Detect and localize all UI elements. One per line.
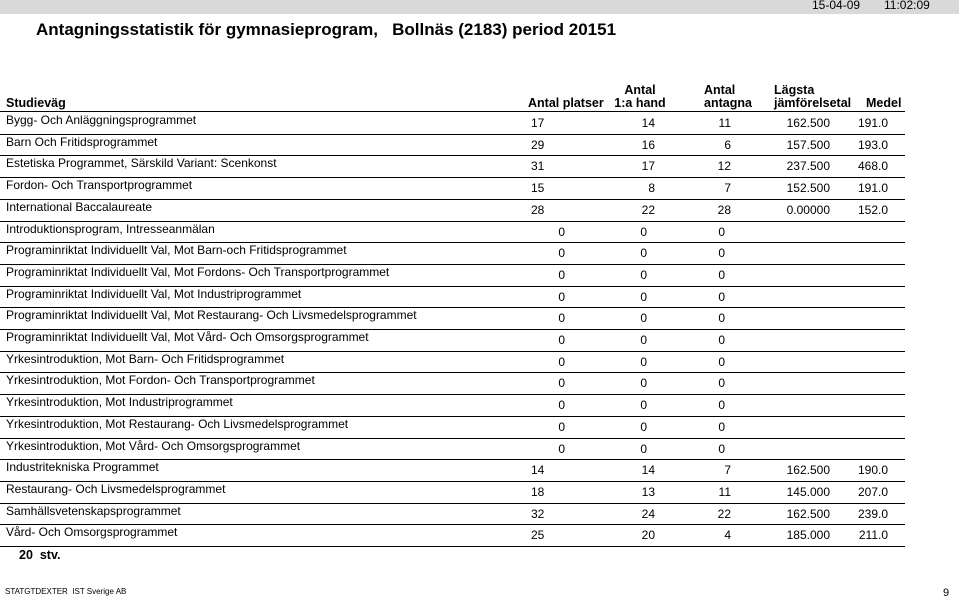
cell-antagna: 0 [640, 311, 647, 326]
cell-platser: 28 [531, 202, 545, 217]
cell-forsta: 14 [641, 463, 655, 478]
cell-medel: 152.0 [857, 202, 888, 217]
cell-forsta: 8 [648, 181, 655, 196]
col-header-forsta-line2: 1:a hand [614, 96, 666, 110]
cell-antagna: 12 [717, 159, 731, 174]
cell-lagsta: 162.500 [786, 506, 830, 521]
cell-antagna: 7 [724, 463, 731, 478]
cell-program: Programinriktat Individuellt Val, Mot Barn-och Fritidsprogrammet [6, 243, 347, 258]
cell-medel: 190.0 [857, 463, 888, 478]
cell-antagna: 0 [640, 398, 647, 413]
cell-lagsta: 237.500 [786, 159, 830, 174]
top-bar [0, 0, 959, 14]
cell-program: Programinriktat Individuellt Val, Mot Restaurang- Och Livsmedelsprogrammet [6, 308, 417, 323]
table-row [0, 178, 959, 200]
table-row [0, 156, 959, 178]
table-row [0, 330, 959, 352]
cell-forsta: 0 [558, 311, 565, 326]
row-count: 20 stv. [19, 548, 61, 562]
cell-forsta: 0 [558, 289, 565, 304]
cell-program: Estetiska Programmet, Särskild Variant: Scenkonst [6, 156, 277, 171]
cell-forsta: 0 [558, 246, 565, 261]
cell-program: Samhällsvetenskapsprogrammet [6, 503, 181, 518]
cell-lagsta: 162.500 [786, 116, 830, 130]
cell-lagsta: 0 [718, 311, 725, 326]
page-title: Antagningsstatistik för gymnasieprogram, Bollnäs (2183) period 20151 [36, 20, 617, 39]
cell-lagsta: 0 [718, 224, 725, 239]
cell-program: Yrkesintroduktion, Mot Restaurang- Och Livsmedelsprogrammet [6, 416, 349, 431]
cell-antagna: 0 [640, 224, 647, 239]
table-row [0, 113, 959, 135]
cell-program: Yrkesintroduktion, Mot Vård- Och Omsorgsprogrammet [6, 438, 301, 453]
cell-lagsta: 0 [718, 354, 725, 369]
company-name: STATGTDEXTER IST Sverige AB [5, 587, 127, 596]
cell-antagna: 0 [640, 441, 647, 456]
cell-antagna: 0 [640, 419, 647, 434]
cell-lagsta: 0 [718, 267, 725, 282]
cell-medel: 207.0 [857, 484, 888, 499]
cell-antagna: 0 [640, 333, 647, 347]
table-row [0, 439, 959, 461]
cell-lagsta: 145.000 [786, 484, 830, 499]
table-row [0, 243, 959, 265]
cell-antagna: 11 [718, 116, 731, 130]
cell-forsta: 0 [558, 224, 565, 239]
cell-program: Yrkesintroduktion, Mot Barn- Och Fritidsprogrammet [6, 351, 285, 366]
cell-platser: 32 [531, 506, 545, 521]
cell-antagna: 0 [640, 289, 647, 304]
cell-antagna: 0 [640, 354, 647, 369]
cell-medel: 191.0 [857, 181, 888, 196]
cell-forsta: 0 [558, 419, 565, 434]
cell-antagna: 0 [640, 246, 647, 261]
col-header-lagsta [774, 84, 851, 110]
col-header-lagsta-line1: Lägsta [774, 83, 815, 97]
cell-forsta: 20 [641, 528, 655, 543]
cell-antagna: 28 [717, 202, 731, 217]
table-row [0, 222, 959, 244]
cell-forsta: 22 [641, 202, 655, 217]
table-row [0, 352, 959, 374]
col-header-antagna-line1: Antal [704, 83, 736, 97]
table-row [0, 135, 959, 157]
cell-forsta: 14 [641, 116, 655, 130]
table-row [0, 417, 959, 439]
cell-forsta: 16 [641, 137, 655, 152]
table-row [0, 395, 959, 417]
cell-antagna: 6 [724, 137, 731, 152]
cell-lagsta: 0 [718, 376, 725, 391]
table-row [0, 504, 959, 526]
cell-program: Introduktionsprogram, Intresseanmälan [6, 221, 215, 236]
table-row [0, 460, 959, 482]
col-header-antagna-line2: antagna [704, 96, 752, 110]
cell-lagsta: 0 [718, 333, 725, 347]
cell-forsta: 0 [558, 376, 565, 391]
cell-forsta: 0 [558, 398, 565, 413]
cell-lagsta: 185.000 [786, 528, 830, 543]
cell-platser: 25 [531, 528, 545, 543]
cell-platser: 15 [531, 181, 545, 196]
cell-platser: 18 [531, 484, 545, 499]
table-row [0, 265, 959, 287]
cell-program: Fordon- Och Transportprogrammet [6, 178, 193, 193]
col-header-platser: Antal platser [528, 96, 604, 110]
cell-program: Barn Och Fritidsprogrammet [6, 134, 158, 149]
cell-antagna: 4 [724, 528, 731, 543]
cell-forsta: 0 [558, 354, 565, 369]
cell-lagsta: 0.00000 [786, 202, 830, 217]
cell-antagna: 0 [640, 376, 647, 391]
cell-lagsta: 152.500 [786, 181, 830, 196]
report-date: 15-04-09 [812, 0, 861, 12]
cell-forsta: 0 [558, 267, 565, 282]
cell-lagsta: 0 [718, 246, 725, 261]
cell-medel: 211.0 [858, 528, 888, 543]
cell-antagna: 0 [640, 267, 647, 282]
cell-lagsta: 0 [718, 419, 725, 434]
header-divider [0, 111, 905, 112]
cell-forsta: 0 [558, 333, 565, 347]
cell-forsta: 17 [641, 159, 655, 174]
page-number: 9 [943, 587, 950, 599]
col-header-antagna [704, 84, 752, 110]
table-row [0, 482, 959, 504]
table-row [0, 525, 959, 547]
cell-platser: 31 [531, 159, 545, 174]
cell-program: Restaurang- Och Livsmedelsprogrammet [6, 481, 226, 496]
cell-platser: 29 [531, 137, 545, 152]
cell-program: Yrkesintroduktion, Mot Industriprogrammet [6, 395, 233, 410]
cell-lagsta: 0 [718, 289, 725, 304]
cell-program: Bygg- Och Anläggningsprogrammet [6, 113, 197, 127]
table-row [0, 373, 959, 395]
cell-forsta: 0 [558, 441, 565, 456]
cell-lagsta: 0 [718, 441, 725, 456]
cell-medel: 239.0 [857, 506, 888, 521]
col-header-forsta-line1: Antal [624, 83, 656, 97]
cell-program: Yrkesintroduktion, Mot Fordon- Och Transportprogrammet [6, 373, 315, 388]
cell-program: Programinriktat Individuellt Val, Mot Fordons- Och Transportprogrammet [6, 264, 390, 279]
col-header-lagsta-line2: jämförelsetal [774, 96, 852, 110]
table-row [0, 287, 959, 309]
cell-medel: 193.0 [857, 137, 888, 152]
cell-platser: 17 [531, 116, 545, 130]
cell-forsta: 24 [641, 506, 655, 521]
cell-lagsta: 0 [718, 398, 725, 413]
col-header-medel: Medel [866, 96, 902, 110]
table-row [0, 200, 959, 222]
cell-program: Industritekniska Programmet [6, 460, 159, 475]
cell-antagna: 22 [717, 506, 731, 521]
cell-program: International Baccalaureate [6, 199, 153, 214]
cell-medel: 468.0 [857, 159, 888, 174]
cell-platser: 14 [531, 463, 545, 478]
cell-program: Vård- Och Omsorgsprogrammet [6, 525, 178, 540]
cell-antagna: 7 [724, 181, 731, 196]
col-header-program: Studieväg [6, 96, 66, 110]
report-time: 11:02:09 [884, 0, 930, 12]
cell-forsta: 13 [641, 484, 655, 499]
cell-program: Programinriktat Individuellt Val, Mot Industriprogrammet [6, 286, 302, 301]
cell-medel: 191.0 [857, 116, 888, 130]
table-row [0, 308, 959, 330]
cell-lagsta: 157.500 [786, 137, 830, 152]
cell-program: Programinriktat Individuellt Val, Mot Vård- Och Omsorgsprogrammet [6, 330, 369, 344]
cell-lagsta: 162.500 [786, 463, 830, 478]
row-divider [0, 546, 905, 547]
cell-antagna: 11 [718, 484, 731, 499]
col-header-forsta [612, 84, 668, 110]
